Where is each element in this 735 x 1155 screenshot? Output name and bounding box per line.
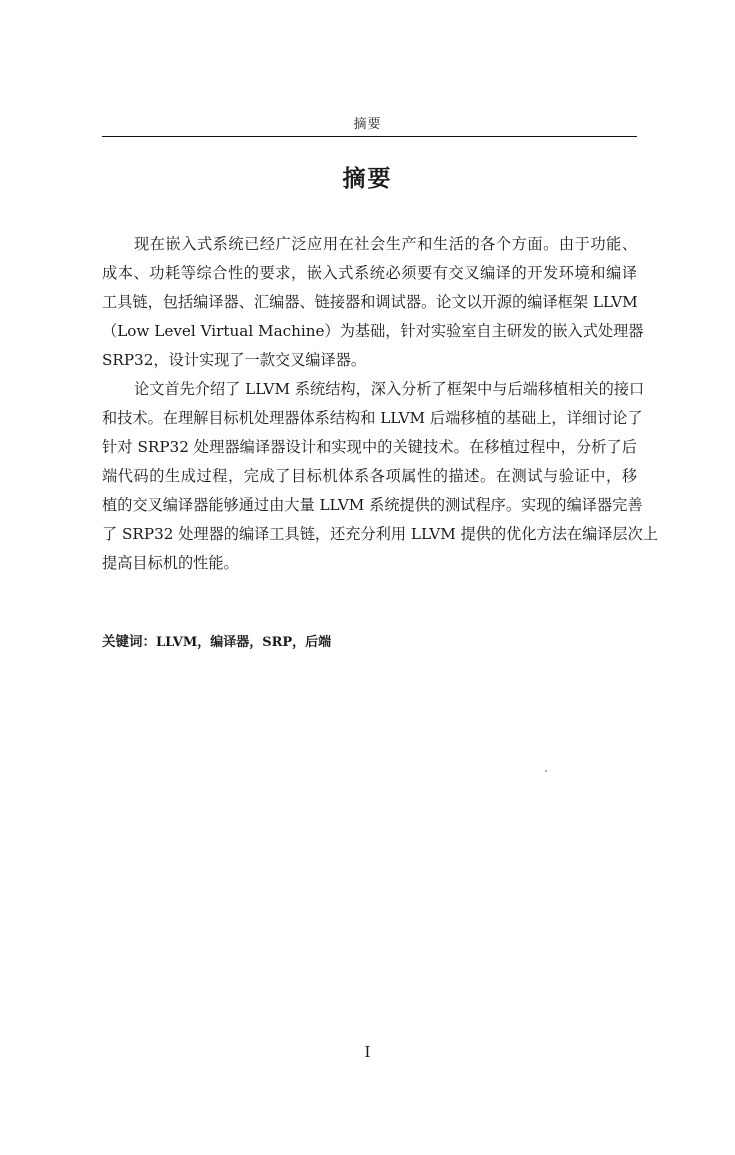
text-line: 植的交叉编译器能够通过由大量 LLVM 系统提供的测试程序。实现的编译器完善 [102, 496, 643, 514]
running-header: 摘要 [353, 117, 382, 132]
scan-speck [545, 770, 547, 772]
text-line: 了 SRP32 处理器的编译工具链，还充分利用 LLVM 提供的优化方法在编译层次上 [102, 525, 659, 543]
header-rule [102, 136, 637, 137]
text-line: 针对 SRP32 处理器编译器设计和实现中的关键技术。在移植过程中，分析了后 [102, 438, 637, 456]
abstract-body [102, 230, 659, 578]
abstract-paragraph-2 [102, 375, 659, 578]
text-line: （Low Level Virtual Machine）为基础，针对实验室自主研发的嵌入式处理器 [102, 322, 644, 340]
keywords-text: LLVM，编译器，SRP，后端 [156, 635, 332, 650]
text-line: SRP32，设计实现了一款交叉编译器。 [102, 351, 367, 369]
keywords-line [102, 630, 331, 654]
text-line: 和技术。在理解目标机处理器体系结构和 LLVM 后端移植的基础上，详细讨论了 [102, 409, 643, 427]
text-line: 工具链，包括编译器、汇编器、链接器和调试器。论文以开源的编译框架 LLVM [102, 293, 638, 311]
abstract-paragraph-1 [102, 230, 644, 375]
text-line: 成本、功耗等综合性的要求，嵌入式系统必须要有交叉编译的开发环境和编译 [102, 264, 637, 282]
text-line: 现在嵌入式系统已经广泛应用在社会生产和生活的各个方面。由于功能、 [134, 235, 637, 253]
page-number: I [364, 1043, 371, 1061]
text-line: 论文首先介绍了 LLVM 系统结构，深入分析了框架中与后端移植相关的接口 [134, 380, 645, 398]
page-title: 摘要 [342, 166, 393, 192]
text-line: 提高目标机的性能。 [102, 554, 239, 572]
keywords-label: 关键词： [102, 634, 156, 650]
text-line: 端代码的生成过程，完成了目标机体系各项属性的描述。在测试与验证中，移 [102, 467, 637, 485]
